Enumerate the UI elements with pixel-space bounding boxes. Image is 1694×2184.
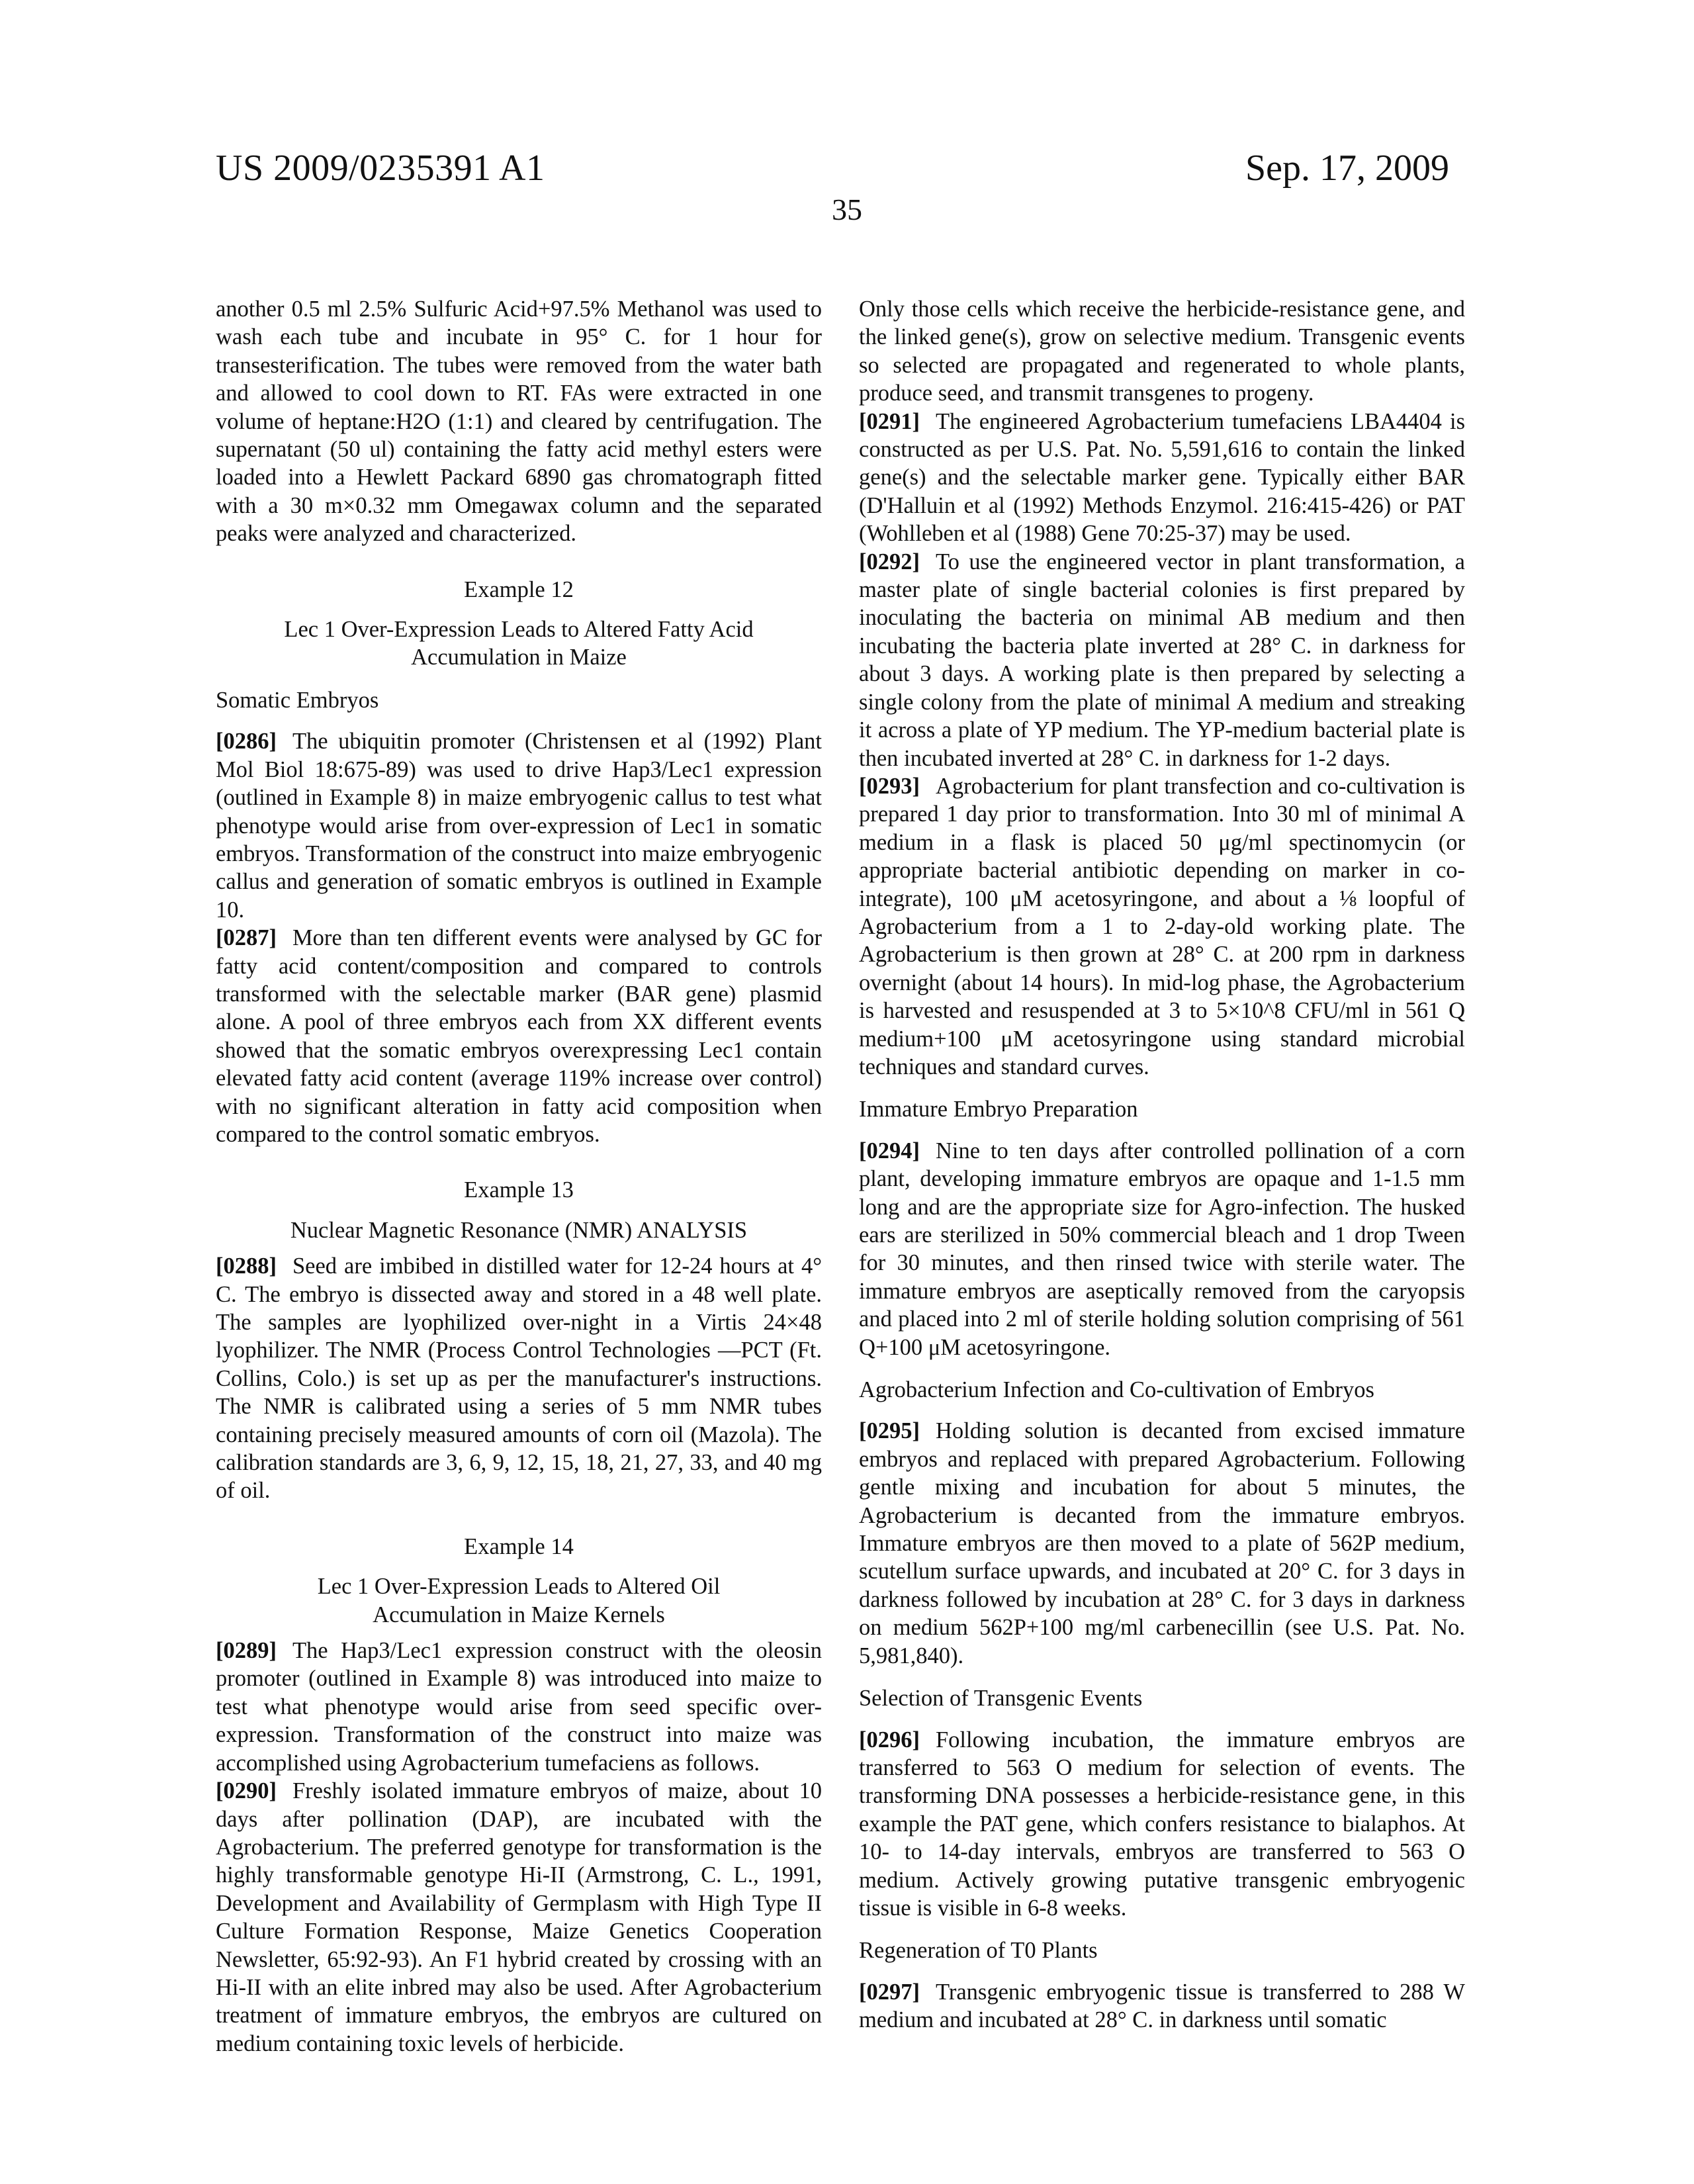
paragraph-number: [0294] <box>859 1138 920 1163</box>
example-13-title: Nuclear Magnetic Resonance (NMR) ANALYSIS <box>255 1216 782 1244</box>
paragraph-0289 <box>216 1637 822 1777</box>
paragraph-text: The ubiquitin promoter (Christensen et al (1992) Plant Mol Biol 18:675-89) was used to drive Hap3/Lec1 expression (outlined in Example 8) in maize embryogenic callus to test what phenotype would arise from over-expression of Lec1 in somatic embryos. Transformation of the construct into maize embryogenic callus and generation of somatic embryos is outlined in Example 10. <box>216 729 822 922</box>
paragraph-number: [0289] <box>216 1638 277 1663</box>
publication-date: Sep. 17, 2009 <box>1245 147 1449 189</box>
paragraph-0294 <box>859 1137 1465 1361</box>
paragraph-0287 <box>216 924 822 1148</box>
paragraph-0290 <box>216 1777 822 2058</box>
paragraph-text: More than ten different events were analysed by GC for fatty acid content/composition and compared to controls transformed with the selectable marker (BAR gene) plasmid alone. A pool of three embryos each from XX different events showed that the somatic embryos overexpressing Lec1 contain elevated fatty acid content (average 119% increase over control) with no significant alteration in fatty acid composition when compared to the control somatic embryos. <box>216 925 822 1147</box>
paragraph-number: [0288] <box>216 1253 277 1279</box>
paragraph-intro-right: Only those cells which receive the herbicide-resistance gene, and the linked gene(s), grow on selective medium. Transgenic events so selected are propagated and regenerated to whole plants, produce seed, and transmit transgenes to progeny. <box>859 295 1465 408</box>
right-column <box>859 295 1465 2034</box>
paragraph-text: Agrobacterium for plant transfection and co-cultivation is prepared 1 day prior to transformation. Into 30 ml of minimal A medium in a flask is placed 50 μg/ml spectinomycin (or appropriate bacterial antibiotic depending on marker in co-integrate), 100 μM acetosyringone, and about a ⅛ loopful of Agrobacterium from a 1 to 2-day-old working plate. The Agrobacterium is then grown at 28° C. at 200 rpm in darkness overnight (about 14 hours). In mid-log phase, the Agrobacterium is harvested and resuspended at 3 to 5×10^8 CFU/ml in 561 Q medium+100 μM acetosyringone using standard microbial techniques and standard curves. <box>859 774 1465 1079</box>
paragraph-number: [0287] <box>216 925 277 950</box>
paragraph-0293 <box>859 772 1465 1081</box>
example-14-title: Lec 1 Over-Expression Leads to Altered Oil Accumulation in Maize Kernels <box>255 1572 782 1629</box>
paragraph-0292 <box>859 548 1465 772</box>
subheading-regeneration: Regeneration of T0 Plants <box>859 1936 1465 1964</box>
example-12-label: Example 12 <box>216 576 822 604</box>
paragraph-intro: another 0.5 ml 2.5% Sulfuric Acid+97.5% Methanol was used to wash each tube and incubate in 95° C. for 1 hour for transesterification. The tubes were removed from the water bath and allowed to cool down to RT. FAs were extracted in one volume of heptane:H2O (1:1) and cleared by centrifugation. The supernatant (50 ul) containing the fatty acid methyl esters were loaded into a Hewlett Packard 6890 gas chromatograph fitted with a 30 m×0.32 mm Omegawax column and the separated peaks were analyzed and characterized. <box>216 295 822 548</box>
paragraph-0297 <box>859 1978 1465 2034</box>
paragraph-text: Freshly isolated immature embryos of maize, about 10 days after pollination (DAP), are incubated with the Agrobacterium. The preferred genotype for transformation is the highly transformable genotype Hi-II (Armstrong, C. L., 1991, Development and Availability of Germplasm with High Type II Culture Formation Response, Maize Genetics Cooperation Newsletter, 65:92-93). An F1 hybrid created by crossing with an Hi-II with an elite inbred may also be used. After Agrobacterium treatment of immature embryos, the embryos are cultured on medium containing toxic levels of herbicide. <box>216 1778 822 2056</box>
paragraph-0288 <box>216 1252 822 1505</box>
patent-number: US 2009/0235391 A1 <box>216 147 545 189</box>
paragraph-text: The Hap3/Lec1 expression construct with the oleosin promoter (outlined in Example 8) was introduced into maize to test what phenotype would arise from seed specific over-expression. Transformation of the construct into maize was accomplished using Agrobacterium tumefaciens as follows. <box>216 1638 822 1776</box>
paragraph-number: [0297] <box>859 1979 920 2005</box>
paragraph-text: The engineered Agrobacterium tumefaciens LBA4404 is constructed as per U.S. Pat. No. 5,591,616 to contain the linked gene(s) and the selectable marker gene. Typically either BAR (D'Halluin et al (1992) Methods Enzymol. 216:415-426) or PAT (Wohlleben et al (1988) Gene 70:25-37) may be used. <box>859 409 1465 547</box>
subheading-immature-embryo: Immature Embryo Preparation <box>859 1095 1465 1123</box>
paragraph-0296 <box>859 1726 1465 1923</box>
paragraph-text: Nine to ten days after controlled pollination of a corn plant, developing immature embryos are opaque and 1-1.5 mm long and are the appropriate size for Agro-infection. The husked ears are sterilized in 50% commercial bleach and 1 drop Tween for 30 minutes, and then rinsed twice with sterile water. The immature embryos are aseptically removed from the caryopsis and placed into 2 ml of sterile holding solution comprising of 561 Q+100 μM acetosyringone. <box>859 1138 1465 1360</box>
paragraph-number: [0296] <box>859 1727 920 1752</box>
paragraph-text: Holding solution is decanted from excised immature embryos and replaced with prepared Agrobacterium. Following gentle mixing and incubation for about 5 minutes, the Agrobacterium is decanted from the immature embryos. Immature embryos are then moved to a plate of 562P medium, scutellum surface upwards, and incubated at 20° C. for 3 days in darkness followed by incubation at 28° C. for 3 days in darkness on medium 562P+100 mg/ml carbenecillin (see U.S. Pat. No. 5,981,840). <box>859 1418 1465 1668</box>
paragraph-number: [0293] <box>859 774 920 799</box>
left-column <box>216 295 822 2058</box>
example-12-title: Lec 1 Over-Expression Leads to Altered Fatty Acid Accumulation in Maize <box>255 615 782 672</box>
paragraph-text: To use the engineered vector in plant transformation, a master plate of single bacterial colonies is first prepared by inoculating the bacteria on minimal AB medium and then incubating the bacteria plate inverted at 28° C. in darkness for about 3 days. A working plate is then prepared by selecting a single colony from the plate of minimal A medium and streaking it across a plate of YP medium. The YP-medium bacterial plate is then incubated inverted at 28° C. in darkness for 1-2 days. <box>859 549 1465 771</box>
paragraph-text: Seed are imbibed in distilled water for 12-24 hours at 4° C. The embryo is dissected away and stored in a 48 well plate. The samples are lyophilized over-night in a Virtis 24×48 lyophilizer. The NMR (Process Control Technologies —PCT (Ft. Collins, Colo.) is set up as per the manufacturer's instructions. The NMR is calibrated using a series of 5 mm NMR tubes containing precisely measured amounts of corn oil (Mazola). The calibration standards are 3, 6, 9, 12, 15, 18, 21, 27, 33, and 40 mg of oil. <box>216 1253 822 1503</box>
paragraph-number: [0291] <box>859 409 920 434</box>
paragraph-number: [0286] <box>216 729 277 754</box>
paragraph-0286 <box>216 727 822 924</box>
subheading-selection: Selection of Transgenic Events <box>859 1684 1465 1712</box>
paragraph-0295 <box>859 1417 1465 1670</box>
example-14-label: Example 14 <box>216 1533 822 1561</box>
subheading-somatic-embryos: Somatic Embryos <box>216 686 822 714</box>
paragraph-text: Transgenic embryogenic tissue is transferred to 288 W medium and incubated at 28° C. in darkness until somatic <box>859 1979 1465 2032</box>
paragraph-0291 <box>859 408 1465 548</box>
paragraph-number: [0290] <box>216 1778 277 1803</box>
paragraph-number: [0292] <box>859 549 920 574</box>
page-number: 35 <box>0 192 1694 227</box>
paragraph-number: [0295] <box>859 1418 920 1443</box>
paragraph-text: Following incubation, the immature embryos are transferred to 563 O medium for selection of events. The transforming DNA possesses a herbicide-resistance gene, in this example the PAT gene, which confers resistance to bialaphos. At 10- to 14-day intervals, embryos are transferred to 563 O medium. Actively growing putative transgenic embryogenic tissue is visible in 6-8 weeks. <box>859 1727 1465 1921</box>
subheading-agrobacterium-infection: Agrobacterium Infection and Co-cultivation of Embryos <box>859 1376 1465 1404</box>
example-13-label: Example 13 <box>216 1176 822 1204</box>
